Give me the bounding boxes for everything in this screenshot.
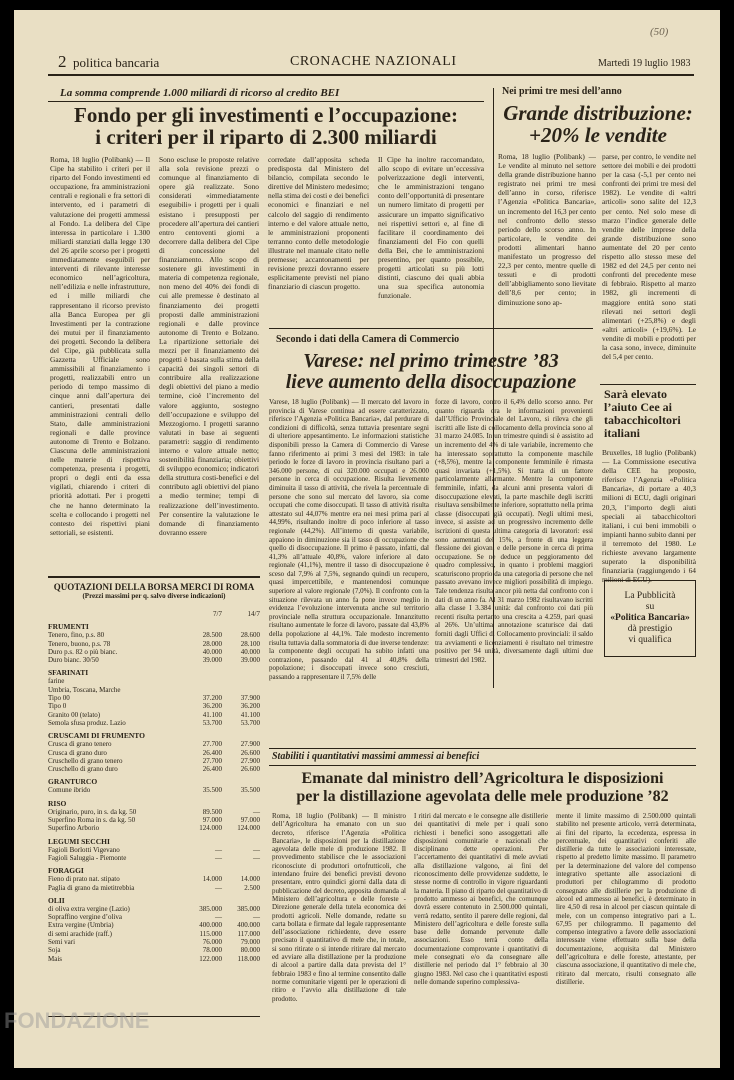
quotations-price: — [215, 913, 222, 922]
varese-top-rule [269, 328, 593, 329]
cee-headline: Sarà elevato l’aiuto Cee ai tabacchicoltori italiani [604, 387, 681, 440]
quotations-price: 53.700 [240, 718, 260, 727]
quotations-item: Tipo 0 [48, 702, 67, 711]
quotations-item: di semi arachide (raff.) [48, 929, 113, 938]
distribution-column-1: Roma, 18 luglio (Polibank) — Le vendite al minuto nel settore della grande distribuzione hanno registrato nei primi tre mesi dell’anno in corso, riferisce l’Agenzia «Politica Bancaria», un incremento del 16,3 per cento nel confronto dello stesso periodo dello scorso anno. In particolare, le vendite dei prodotti alimentari hanno manifestato un progresso del 22,3 per cento, mentre quelle di tessuti e di prodotti dell’abbigliamento sono lievitate dell’8,6 per cento; in diminuzione sono ap- [498, 152, 596, 307]
quotations-row [48, 631, 260, 639]
quotations-price: — [253, 853, 260, 862]
quotations-item: Duro p.s. 82 o più bianc. [48, 647, 118, 656]
quotations-row [48, 749, 260, 757]
quotations-row [48, 875, 260, 883]
mele-column-2: I ritiri dal mercato e le consegne alle distillerie dei quantitativi di mele per i quali sono richiesti i benefici sono assoggettati alle disposizioni comunitarie e nazionali che disciplinano dette operazioni. Per l’accertamento dei quantitativi di mele avviati alla distillazione valgono, ai fini del riconoscimento delle provvidenze suddette, le stesse norme di controllo in vigore riguardanti la materia. Il piano di riparto del quantitativo di prodotto ammesso ai benefici, che comunque dovrà essere contenuto in 2.500.000 quintali, verrà redatto, sentito il parere delle regioni, dal Ministero dell’agricoltura e delle foreste sulla base delle domande pervenute dalle associazioni. Esso terrà conto della documentazione comprovante i quantitativi di mele consegnati e/o da consegnare alle distillerie nel periodo dal 1° febbraio al 30 giugno 1983. Nel caso che i quantitativi esposti nelle domande superino complessiva- [414, 812, 548, 986]
varese-headline-2: lieve aumento della disoccupazione [285, 371, 577, 393]
advert-line-4: dà prestigio [627, 624, 673, 634]
quotations-row [48, 905, 260, 913]
quotations-row [48, 946, 260, 954]
quotations-price: 76.000 [202, 938, 222, 947]
quotations-row [48, 913, 260, 921]
quotations-item: Mais [48, 954, 62, 963]
quotations-price: 28.100 [240, 639, 260, 648]
quotations-row [48, 808, 260, 816]
quotations-price: 79.000 [240, 938, 260, 947]
quotations-item: Tipo 00 [48, 694, 70, 703]
quotations-row [48, 656, 260, 664]
distribution-column-2: parse, per contro, le vendite nel settore dei mobili e dei prodotti per la casa (-5,1 per cento nei confronti dei primi tre mesi del 1982). Le vendite di «altri articoli» sono salite del 12,3 per cento. Nel solo mese di marzo l’indice generale delle vendite delle imprese della grande distribuzione sono aumentate del 20 per cento rispetto allo stesso mese del 1982 ed del 24,5 per cento nei confronti del precedente mese di febbraio. Rispetto al marzo 1982, gli incrementi di maggiore entità sono stati rilevati nei settori degli alimentari (+25,8%) e degli «altri articoli» (+19,6%). Le vendite di mobili e prodotti per la casa sono, invece, diminuite del 5,4 per cento. [602, 152, 696, 362]
varese-column-2: forze di lavoro, contro il 6,4% dello scorso anno. Per quanto riguarda ora le informazioni provenienti dall’Ufficio Provinciale del Lavoro, si rileva che gli iscritti alle liste di collocamento della provincia sono al 31 marzo 24.085. In un trimestre quindi si è assistito ad un incremento del 4% di tale variabile, incremento che ha interessato soprattutto la componente maschile (+8,5%), mentre la componente femminile è rimasta quasi invariata (+1,5%). Si tratta di un fattore particolarmente allarmante. Mentre la componente femminile, infatti, da alcuni anni presenta valori di disoccupazione elevati, la parte maschile degli iscritti risultava sensibilmente inferiore, soprattutto nella prima classe (disoccupati già occupati). Negli ultimi mesi, invece, si assiste ad un progressivo incremento delle iscrizioni di questa ultima categoria di lavoratori: essi sono aumentati del 15%, a fronte di una leggera flessione dei giovani e delle persone in cerca di prima occupazione. Se ne deduce un peggioramento del quadro complessivo, in quanto i problemi maggiori scaturiscono proprio da una categoria di persone che nel passato avevano invece migliori possibilità di impiego. Tale tendenza risulta ancor più netta dal confronto con i dati di un anno fa. Al 31 marzo 1982 risultavano iscritti alla classe I 3.384 unità: dal confronto coi dati più recenti risulta pertanto una crescita a 4.259, pari quasi al 26%. Un’ultima annotazione scaturisce dai dati forniti dagli Uffici di Collocamento provinciali: il saldo tra avviamenti e licenziamenti è risultato nel trimestre positivo per 94 unità, diversamente dagli ultimi due trimestri del 1982. [435, 398, 593, 664]
quotations-price: 115.000 [199, 929, 222, 938]
quotations-item: Paglia di grano da mietitrebbia [48, 883, 135, 892]
quotations-price: 41.100 [240, 710, 260, 719]
quotations-price [222, 677, 260, 685]
quotations-group-title: GRANTURCO [48, 777, 98, 787]
quotations-row [48, 765, 260, 773]
header-rule [48, 74, 694, 76]
masthead: CRONACHE NAZIONALI [290, 54, 457, 69]
quotations-row [48, 686, 260, 694]
mele-headline-1: Emanate dal ministro dell’Agricoltura le disposizioni [301, 770, 664, 787]
quotations-row [48, 702, 260, 710]
quotations-item: Cruschello di grano tenero [48, 756, 123, 765]
quotations-row [48, 711, 260, 719]
quotations-item: Granito 00 (telato) [48, 710, 101, 719]
quotations-price: 14.000 [202, 875, 222, 884]
quotations-price: 27.700 [202, 740, 222, 749]
quotations-price: — [253, 913, 260, 922]
mele-kicker: Stabiliti i quantitativi massimi ammessi ai benefici [272, 751, 480, 762]
quotations-price: 28.000 [202, 639, 222, 648]
quotations-row [48, 846, 260, 854]
quotations-row [48, 930, 260, 938]
advert-line-2: su [645, 602, 655, 612]
quotations-price [222, 686, 260, 694]
issue-date: Martedì 19 luglio 1983 [598, 58, 691, 69]
quotations-header-row [48, 610, 260, 618]
quotations-item: Semi vari [48, 938, 76, 947]
mele-column-1: Roma, 18 luglio (Polibank) — Il ministro dell’Agricoltura ha emanato con un suo decreto, riferisce l’Agenzia «Politica Bancaria», le disposizioni per la distillazione agevolata delle mele di produzione 1982. Il provvedimento stabilisce che le associazioni riconosciute di produttori ortofrutticoli, che intendano fruire dei benefici previsti devono presentare, entro quindici giorni dalla data di pubblicazione del decreto, apposita domanda al Ministero dell’agricoltura e delle foreste - Direzione generale della tutela economica dei prodotti agricoli. Nelle domande, redatte su carta bollata e firmate dal legale rappresentante dell’associazione richiedente, deve essere precisato il quantitativo di mele che, in totale, si sono ritirate o si intende ritirare dal mercato ed avviare alla distillazione per la produzione di alcool a partire dalla data prevista del 1° febbraio 1983 e fino al termine consentito dalle norme comunitarie vigenti per le operazioni di ritiro e l’avvio alla distillazione di tale prodotto. [272, 812, 406, 1003]
quotations-item: Fieno di prato nat. stipato [48, 875, 120, 884]
quotations-price: 2.500 [244, 883, 260, 892]
quotations-price: 27.900 [240, 740, 260, 749]
quotations-group-title: LEGUMI SECCHI [48, 836, 110, 846]
quotations-row [48, 640, 260, 648]
quotations-row [48, 824, 260, 832]
quotations-item: Fagioli Saluggia - Piemonte [48, 853, 127, 862]
quotations-price: 80.000 [240, 946, 260, 955]
quotations-col-header: 14/7 [247, 610, 260, 618]
quotations-item: Soja [48, 946, 61, 955]
quotations-price: 26.400 [202, 748, 222, 757]
quotations-body [48, 622, 260, 963]
quotations-price: 36.200 [202, 702, 222, 711]
quotations-item: di oliva extra vergine (Lazio) [48, 904, 130, 913]
quotations-row [48, 786, 260, 794]
advert-line-1: La Pubblicità [624, 591, 676, 601]
distribution-kicker: Nei primi tre mesi dell’anno [502, 86, 622, 97]
quotations-row [48, 816, 260, 824]
quotations-title: QUOTAZIONI DELLA BORSA MERCI DI ROMA [53, 582, 255, 592]
advert-line-3: «Politica Bancaria» [610, 613, 690, 623]
quotations-row [48, 677, 260, 685]
quotations-row [48, 938, 260, 946]
main-column-2: Sono escluse le proposte relative alla sola revisione prezzi o comunque al finanziamento di opere già realizzate. Sono considerati «immediatamente eseguibili» i progetti per i quali esistano i presupposti per procedere all’apertura dei cantieri entro centoventi giorni a decorrere dalla delibera del Cipe di concessione del finanziamento. Allo scopo di sostenere gli investimenti in materia di competenza regionale, non meno del 40% dei fondi di cui alle premesse è destinato al finanziamento dei progetti proposti dalle amministrazioni regionali e dalle province autonome di Trento e Bolzano. La ripartizione settoriale dei mezzi per il finanziamento dei progetti è basata sulla stima della capacità dei singoli settori di contribuire alla realizzazione degli obiettivi del piano a medio termine, cioè l’incremento del valore aggiunto, sostegno dell’occupazione e sviluppo del Mezzogiorno. I progetti saranno valutati in base ai seguenti parametri: saggio di rendimento interno e valore attuale netto; sostenibilità finanziaria; obiettivi di sviluppo economico; indicatori della struttura costi-benefici e del contributo agli obiettivi del piano a medio termine; tempi di realizzazione dell’investimento. Per consentire la valutazione le domande di finanziamento dovranno essere [159, 155, 259, 537]
newspaper-page [14, 10, 720, 1068]
quotations-item: Superfino Roma in s. da kg. 50 [48, 816, 136, 825]
quotations-price: 124.000 [237, 824, 260, 833]
quotations-price [184, 677, 222, 685]
quotations-item: farine [48, 677, 65, 686]
quotations-row [48, 648, 260, 656]
quotations-price: 122.000 [199, 954, 222, 963]
quotations-subtitle: (Prezzi massimi per q. salvo diverse indicazioni) [82, 592, 226, 600]
quotations-price [184, 686, 222, 694]
quotations-price: — [253, 845, 260, 854]
quotations-row [48, 884, 260, 892]
quotations-price: 39.000 [202, 656, 222, 665]
quotations-group-title: CRUSCAMI DI FRUMENTO [48, 731, 145, 741]
quotations-price: 40.000 [202, 647, 222, 656]
varese-headline-1: Varese: nel primo trimestre ’83 [303, 350, 559, 372]
quotations-col-header: 7/7 [213, 610, 222, 618]
quotations-price: 97.000 [240, 816, 260, 825]
quotations-price: 97.000 [202, 816, 222, 825]
quotations-price: 118.000 [237, 954, 260, 963]
advert-box [604, 580, 696, 657]
section-name: politica bancaria [73, 55, 160, 70]
quotations-item: Originario, puro, in s. da kg. 50 [48, 807, 137, 816]
main-column-3: corredate dall’apposita scheda predisposta dal Ministero del bilancio, compilata secondo le direttive del Ministero medesimo; nella stima dei costi e dei benefici economici e finanziari e nel calcolo del saggio di rendimento interno e del valore attuale netto, le amministrazioni proponenti terranno conto delle metodologie illustrate nel manuale citato nelle premesse; accantonamenti per revisione prezzi dovranno essere esplicitamente previsti nel piano finanziario di ciascun progetto. [268, 155, 369, 292]
quotations-price: 27.700 [202, 756, 222, 765]
quotations-price: 37.900 [240, 694, 260, 703]
mele-column-3: mente il limite massimo di 2.500.000 quintali stabilito nel presente articolo, verrà determinata, ai fini del riparto, la eccedenza, espressa in percentuale, dei quantitativi conferiti alle distillerie da tutte le associazioni interessate, rispetto al predetto limite massimo. Il parametro per la determinazione del valore del compenso integrativo spettante alle associazioni di produttori per chilogrammo di prodotto consegnato alle distillerie per la produzione di alcool ed ammesso ai benefici, è determinato in lire 4,50 di resa in alcool per ciascun quintale di mele, con un compenso integrativo pari a L. 67,95 per chilogrammo. Il pagamento del compenso integrativo a favore delle associazioni interessate viene effettuato sulla base della documentazione, acquisita dal Ministero dell’agricoltura e delle foreste, attestante, per ciascuna associazione, il quantitativo di mele che, ritirato dal mercato, risulti consegnato alle distillerie. [556, 812, 696, 986]
quotations-group-title: OLII [48, 895, 65, 905]
cee-rule [600, 384, 696, 385]
quotations-price: 35.500 [240, 786, 260, 795]
quotations-price: 89.500 [202, 807, 222, 816]
quotations-price: 28.600 [240, 631, 260, 640]
mele-headline-2: per la distillazione agevolata delle mele produzione ’82 [296, 788, 669, 805]
quotations-item: Duro bianc. 30/50 [48, 656, 99, 665]
quotations-item: Tenero, fino, p.s. 80 [48, 631, 105, 640]
main-column-1: Roma, 18 luglio (Polibank) — Il Cipe ha stabilito i criteri per il riparto del Fondo investimenti ed occupazione, fra amministrazioni centrali e regionali e fra settori di intervento, ed i parametri di valutazione dei progetti ammessi al Fondo. La delibera del Cipe interessa in particolare i 1.300 miliardi stanziati dalla legge 130 del 26 aprile scorso per i progetti immediatamente eseguibili per interventi di rilevante interesse economico nell’agricoltura, nell’edilizia e nelle infrastrutture, ed i mille miliardi che rappresentano il ricorso previsto alla Banca Europea per gli Investimenti per la contrazione dei mutui per il finanziamento dei progetti. Secondo la delibera del Cipe, già pubblicata sulla Gazzetta Ufficiale sono ammissibili al finanziamento i progetti, realizzabili entro un periodo di tempo massimo di cinque anni dall’apertura dei cantieri, presentati dalle amministrazioni centrali dello Stato, dalle amministrazioni regionali e dalle province autonome di Trento e Bolzano. Ciascuna delle amministrazioni nelle materie di rispettiva competenza, presenta i progetti, propri o degli enti da essa vigilati, chiarendo i criteri di priorità adottati. Per i progetti che ne hanno determinato la scelta e collocando i progetti nel contesto dei rispettivi piani settoriali, se esistenti. [50, 155, 150, 537]
cee-column: Bruxelles, 18 luglio (Polibank) — La Commissione esecutiva della CEE ha proposto, riferisce l’Agenzia «Politica Bancaria», di portare a 40,3 milioni di ECU, dagli originari 20,3, l’importo degli aiuti speciali ai tabacchicoltori italiani, i cui beni immobili o impianti hanno subito danni per il terremoto del 1980. Le richieste avevano largamente superato la disponibilità finanziaria (raggiungendo i 64 milioni di ECU). [602, 448, 696, 585]
quotations-price: 40.000 [240, 647, 260, 656]
quotations-price: 27.900 [240, 756, 260, 765]
distribution-headline-2: +20% le vendite [529, 123, 667, 147]
quotations-item: Crusca di grano tenero [48, 740, 112, 749]
quotations-price: 26.600 [240, 765, 260, 774]
quotations-price: 14.000 [240, 875, 260, 884]
quotations-price: 124.000 [199, 824, 222, 833]
quotations-item: Cruschello di grano duro [48, 765, 118, 774]
quotations-price: 400.000 [237, 921, 260, 930]
distribution-headline-1: Grande distribuzione: [503, 101, 693, 125]
quotations-item: Tenero, buono, p.s. 78 [48, 639, 111, 648]
main-headline-1: Fondo per gli investimenti e l’occupazione: [74, 103, 458, 127]
main-kicker: La somma comprende 1.000 miliardi di ricorso al credito BEI [60, 87, 340, 99]
main-headline-2: i criteri per il riparto di 2.300 miliardi [95, 125, 437, 149]
quotations-row [48, 921, 260, 929]
quotations-price: 53.700 [202, 718, 222, 727]
page-number: 2 [58, 52, 67, 71]
quotations-row [48, 719, 260, 727]
quotations-item: Sopraffino vergine d’oliva [48, 913, 123, 922]
quotations-table [48, 576, 260, 1017]
quotations-price: — [215, 883, 222, 892]
mele-top-rule [269, 748, 696, 749]
varese-column-1: Varese, 18 luglio (Polibank) — Il mercato del lavoro in provincia di Varese continua ad essere caratterizzato, riferisce l’Agenzia «Politica Bancaria», dal perdurare di condizioni di difficoltà, senza tuttavia presentare segni di ulteriore appesantimento. Le informazioni statistiche disponibili presso la Camera di Commercio di Varese fanno riferimento ai primi 3 mesi del 1983: in tale periodo le forze di lavoro in provincia risultano pari a 346.000 persone, di cui 320.000 occupati e 26.000 persone in cerca di occupazione. Risulta lievemente diminuita il tasso di attività, che rivela la percentuale di persone che sono sul mercato del lavoro, sia come occupati che come disoccupati. Il tasso di attività risulta attestato sul 44,07% mentre era nei mesi prima pari al 44,99%, risultando inoltre di poco inferiore al tasso regionale (44,2%). All’interno di questa variabile, appaiono in diminuzione sia il tasso di occupazione che quello di disoccupazione. Il primo è passato, infatti, dal 41,3% all’attuale 40,8%, valore inferiore al dato regionale (41,1%), mentre il tasso di disoccupazione è sceso dal 7,9% al 7,5%, segnando quindi un recupero, quasi impercettibile, e mantenendosi comunque superiore al valore regionale (7,0%). Il confronto con la situazione rilevata un anno fa pone invece meglio in evidenza l’evoluzione intervenuta anche sul territorio provinciale nella struttura occupazionale. Innanzitutto risultano aumentate le forze di lavoro, passate dal 43,8% della popolazione al 44,1%. Tale modesto incremento risulta tuttavia dalla sommatoria di due inverse tendenze: la componente degli occupati ha subito infatti una contrazione, passando dal 41 al 40,8% della popolazione; i disoccupati invece sono cresciuti, passando a rappresentare il 7,5% delle [269, 398, 429, 681]
main-kicker-rule [48, 101, 484, 102]
quotations-price: 26.600 [240, 748, 260, 757]
quotations-item: Semola sfusa produz. Lazio [48, 718, 126, 727]
quotations-row [48, 757, 260, 765]
quotations-item: Fagioli Borlotti Vigevano [48, 845, 120, 854]
quotations-price: 400.000 [199, 921, 222, 930]
quotations-group-title: FRUMENTI [48, 622, 89, 632]
quotations-price: 39.000 [240, 656, 260, 665]
quotations-group-title: FORAGGI [48, 866, 84, 876]
quotations-row [48, 740, 260, 748]
quotations-group-title: RISO [48, 798, 67, 808]
quotations-group-title: SFARINATI [48, 668, 89, 678]
quotations-price: 385.000 [237, 904, 260, 913]
quotations-item: Comune ibrido [48, 786, 91, 795]
quotations-price: 37.200 [202, 694, 222, 703]
quotations-price: — [215, 853, 222, 862]
quotations-price: 35.500 [202, 786, 222, 795]
mele-kicker-rule [269, 765, 696, 766]
quotations-price: 78.000 [202, 946, 222, 955]
main-column-4: Il Cipe ha inoltre raccomandato, allo scopo di evitare un’eccessiva polverizzazione degli interventi, che le amministrazioni tengano conto dell’opportunità di presentare un numero limitato di progetti per assicurare un impatto significativo nei rispettivi settori e, al fine di facilitare il coordinamento dei finanziamenti del Fio con quelli della Bei, che le amministrazioni presentino, per quanto possibile, progetti articolati su più lotti distinti, ciascuno dei quali abbia una sua specifica autonomia funzionale. [378, 155, 484, 301]
quotations-row [48, 955, 260, 963]
quotations-item: Extra vergine (Umbria) [48, 921, 114, 930]
quotations-price: 36.200 [240, 702, 260, 711]
quotations-item: Umbria, Toscana, Marche [48, 685, 121, 694]
quotations-price: 385.000 [199, 904, 222, 913]
watermark: FONDAZIONE [4, 1008, 150, 1033]
varese-kicker: Secondo i dati della Camera di Commercio [276, 334, 460, 345]
quotations-price: — [215, 845, 222, 854]
quotations-item: Superfino Arborio [48, 824, 100, 833]
handwritten-note: (50) [650, 26, 669, 38]
quotations-price: — [253, 807, 260, 816]
quotations-row [48, 694, 260, 702]
quotations-price: 117.000 [237, 929, 260, 938]
quotations-item: Crusca di grano duro [48, 748, 107, 757]
advert-line-5: vi qualifica [628, 635, 672, 645]
quotations-row [48, 854, 260, 862]
quotations-price: 26.400 [202, 765, 222, 774]
quotations-price: 28.500 [202, 631, 222, 640]
quotations-price: 41.100 [202, 710, 222, 719]
